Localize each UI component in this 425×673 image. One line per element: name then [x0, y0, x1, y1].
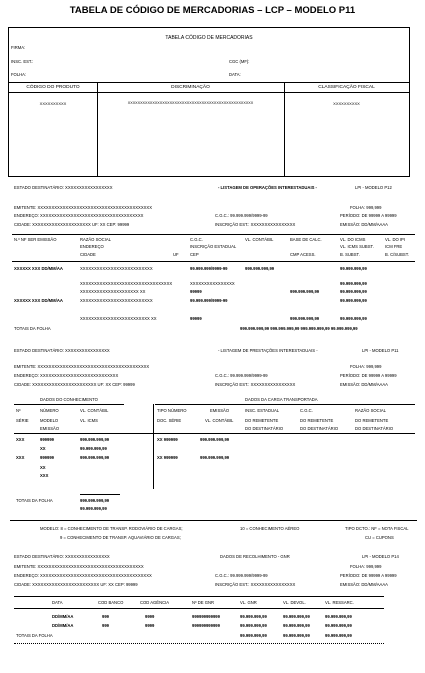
s3-folha: FOLHA: 999,999 — [350, 564, 382, 569]
s1-h3-uf: UF — [173, 252, 179, 257]
s2-total-v2: 99.999.999,99 — [80, 506, 107, 511]
cell-data: DD/MM/AA — [52, 623, 74, 628]
s2-folha: FOLHA: 999,999 — [350, 364, 382, 369]
s1-total-label: TOTAIS DA FOLHA — [14, 326, 51, 331]
s1-h-cgc: C.G.C. — [190, 237, 203, 242]
s2-h-emissao2: EMISSÃO — [40, 426, 60, 431]
cell-cgc: XXXXXXXXXXXXXXXX — [190, 281, 235, 286]
s2-h-n: Nº — [16, 408, 21, 413]
s3-lpi: LPI - MODELO P14 — [362, 554, 399, 559]
cell-agencia: 9999 — [145, 623, 155, 628]
s3-estado: ESTADO DESTINATÁRIO: XXXXXXXXXXXXXXXX — [14, 554, 110, 559]
s1-h3-bcsubst: B. C/SUBST. — [385, 252, 409, 257]
product-code-table-form — [8, 27, 410, 177]
s1-h2-fre: ICM FRE — [385, 244, 403, 249]
s3-total-v3: 99.999.999,99 — [325, 633, 352, 638]
cell-vl1: 99.999.999,99 — [340, 289, 367, 294]
s1-total-values: 999.999.999,99 999.999.999,99 999.999.999,99 99.999.999,99 — [240, 326, 358, 331]
s1-h3-cmp: CMP ACESS. — [290, 252, 316, 257]
cell-devol: 99.999.999,99 — [283, 614, 310, 619]
s2-h-rem1: DO REMETENTE — [245, 418, 279, 423]
cell-contabil: 999.999.999,99 — [200, 437, 230, 442]
s2-h-doc: DOC. SÉRIE — [157, 418, 182, 423]
s3-legend-2: 9 = CONHECIMENTO DE TRANSP. AQUAVIÁRIO DE CARGAS; — [60, 535, 181, 540]
s1-listagem: - LISTAGEM DE OPERAÇÕES INTERESTADUAIS - — [218, 185, 317, 190]
codigo-value: XXXXXXXXXX — [39, 101, 67, 106]
s3-legend-1c: TIPO DCTO.: NF = NOTA FISCAL — [345, 526, 409, 531]
cell-numero: XXX — [40, 473, 49, 478]
s3-periodo: PERÍODO: DE 99999 A 99999 — [340, 573, 397, 578]
s3-col-agencia: COD AGÊNCIA — [140, 600, 170, 605]
s2-h-razao: RAZÃO SOCIAL — [355, 408, 386, 413]
cell-cgc: 99.999.999/9999-99 — [190, 266, 228, 271]
cell-data: DD/MM/AA — [52, 614, 74, 619]
firma-label: FIRMA: — [11, 45, 26, 50]
cell-numero: 999999 — [40, 455, 54, 460]
s2-emitente: EMITENTE: XXXXXXXXXXXXXXXXXXXXXXXXXXXXXXXXXXXXXXXX — [14, 364, 150, 369]
s3-endereco: ENDEREÇO: XXXXXXXXXXXXXXXXXXXXXXXXXXXXXXXXXXXXXXXX — [14, 573, 152, 578]
s2-h-numero: NÚMERO — [40, 408, 59, 413]
s2-h-rem2: DO REMETENTE — [300, 418, 334, 423]
s2-h-dest2: DO DESTINATÁRIO — [300, 426, 339, 431]
cell-cgc: 99.999.999/9999-99 — [190, 298, 228, 303]
cell-contabil: 999.999.999,99 — [245, 266, 275, 271]
s3-emissao: EMISSÃO: DD/MM/AAAA — [340, 582, 388, 587]
s3-legend-2b: CU = CUPONS — [365, 535, 394, 540]
cell-agencia: 9999 — [145, 614, 155, 619]
cell-vlgnr: 99.999.999,99 — [240, 623, 267, 628]
cell-razao: XXXXXXXXXXXXXXXXXXXXXXXXXX — [80, 298, 153, 303]
s2-h-rem3: DO REMETENTE — [355, 418, 389, 423]
cell-vl1: 99.999.999,99 — [340, 298, 367, 303]
s2-h-dest3: DO DESTINATÁRIO — [355, 426, 394, 431]
cell-nf: XXXXXX XXX DD/MM/AA — [14, 266, 63, 271]
discriminacao-value: XXXXXXXXXXXXXXXXXXXXXXXXXXXXXXXXXXXXXXXXXXXXXXXXXXX — [127, 101, 254, 105]
s3-col-data: DATA — [52, 600, 63, 605]
cell-razao: XXXXXXXXXXXXXXXXXXXXX XX — [80, 289, 146, 294]
page-title: TABELA DE CÓDIGO DE MERCADORIAS – LCP – MODELO P11 — [69, 5, 356, 16]
s2-h-dest1: DO DESTINATÁRIO — [245, 426, 284, 431]
s3-col-vlgnr: VL. GNR — [240, 600, 257, 605]
s3-col-devol: VL. DEVOL. — [283, 600, 306, 605]
s1-h-razao: RAZÃO SOCIAL — [80, 237, 111, 242]
s2-group-carga: DADOS DA CARGA TRANSPORTADA — [245, 397, 318, 402]
s2-h-serie: SÉRIE — [16, 418, 29, 423]
s2-h-insc: INSC. ESTADUAL — [245, 408, 280, 413]
cell-numero: XX — [40, 465, 46, 470]
s1-inscricao: INSCRIÇÃO EST.: XXXXXXXXXXXXXXXX — [215, 222, 296, 227]
s1-h-nf: N.º NF SER EMISSÃO — [14, 237, 57, 242]
cell-razao: XXXXXXXXXXXXXXXXXXXXXXXXXX — [80, 266, 153, 271]
insc-est-label: INSC. EST.: — [11, 59, 34, 64]
s3-col-gnr: Nº DE GNR — [192, 600, 215, 605]
s2-h-icms: VL. ICMS — [80, 418, 98, 423]
s3-legend-1b: 10 = CONHECIMENTO AÉREO — [240, 526, 300, 531]
cell-contabil: 999.999.999,99 — [290, 289, 320, 294]
cell-razao: XXXXXXXXXXXXXXXXXXXXXXXXXXXXXXXXX — [80, 281, 173, 286]
s3-emitente: EMITENTE: XXXXXXXXXXXXXXXXXXXXXXXXXXXXXXXXXXXXXX — [14, 564, 144, 569]
s1-h2-insc: INSCRIÇÃO ESTADUAL — [190, 244, 237, 249]
classificacao-value: XXXXXXXXXX — [333, 101, 360, 106]
cell-nf: XXXXXX XXX DD/MM/AA — [14, 298, 63, 303]
s2-cidade: CIDADE: XXXXXXXXXXXXXXXXXXXXXXX UF: XX CEP: 99999 — [14, 382, 135, 387]
s2-inscricao: INSCRIÇÃO EST.: XXXXXXXXXXXXXXXX — [215, 382, 296, 387]
cell-vl1: 99.999.999,99 — [340, 266, 367, 271]
s3-cgc: C.G.C.: 99.999.999/9999-99 — [215, 573, 268, 578]
cell-doc: XX 999999 — [157, 455, 178, 460]
s2-cgc: C.G.C.: 99.999.999/9999-99 — [215, 373, 268, 378]
s2-h-vlcont: VL. CONTÁBIL — [80, 408, 109, 413]
s3-total-label: TOTAIS DA FOLHA — [16, 633, 53, 638]
s3-cidade: CIDADE: XXXXXXXXXXXXXXXXXXXXXXXX UF: XX CEP: 99999 — [14, 582, 138, 587]
s1-h3-bsubst: B. SUBST. — [340, 252, 360, 257]
cell-razao: XXXXXXXXXXXXXXXXXXXXXXXXX XX — [80, 316, 157, 321]
col-discriminacao: DISCRIMINAÇÃO — [171, 85, 210, 90]
cell-contabil: 999.999.999,99 — [290, 316, 320, 321]
s1-cidade: CIDADE: XXXXXXXXXXXXXXXXXXXXX UF: XX CEP: 99999 — [14, 222, 130, 227]
cell-ressarc: 99.999.999,99 — [325, 623, 352, 628]
s1-h3-cep: CEP — [190, 252, 199, 257]
cell-serie: XXX — [16, 455, 25, 460]
s1-cgc: C.G.C.: 99.999.999/9999-99 — [215, 213, 268, 218]
s2-h-cgc: C.G.C. — [300, 408, 313, 413]
s2-total-v1: 999.999.999,99 — [80, 498, 110, 503]
s3-legend-1: MODELO: 8 = CONHECIMENTO DE TRANSP. RODOVIÁRIO DE CARGAS; — [40, 526, 183, 531]
cell-gnr: 999999999999 — [192, 614, 220, 619]
s1-periodo: PERÍODO: DE 99999 A 99999 — [340, 213, 397, 218]
cell-cgc: 99999 — [190, 289, 202, 294]
col-classificacao-fiscal: CLASSIFICAÇÃO FISCAL — [318, 85, 375, 90]
s2-h-tipo: TIPO NÚMERO — [157, 408, 187, 413]
cell-cgc: 99999 — [190, 316, 202, 321]
s3-col-ressarc: VL. RESSARC. — [325, 600, 354, 605]
s1-h-base: BASE DE CALC. — [290, 237, 322, 242]
s1-emitente: EMITENTE: XXXXXXXXXXXXXXXXXXXXXXXXXXXXXXXXXXXXXXXXX — [14, 205, 153, 210]
s2-h-emissao: EMISSÃO — [210, 408, 230, 413]
cell-contabil: 999.999.999,99 — [200, 455, 230, 460]
s1-h2-endereco: ENDEREÇO — [80, 244, 104, 249]
s3-col-banco: COD BANCO — [98, 600, 124, 605]
form-subtitle: TABELA CÓDIGO DE MERCADORIAS — [165, 35, 253, 41]
s1-h-ipi: VL. DO IPI — [385, 237, 406, 242]
cell-vl1: 99.999.999,99 — [340, 316, 367, 321]
cell-doc: XX 999999 — [157, 437, 178, 442]
s1-emissao: EMISSÃO: DD/MM/AAAA — [340, 222, 388, 227]
s2-h-vlcont2: VL. CONTÁBIL — [205, 418, 234, 423]
s2-endereco: ENDEREÇO: XXXXXXXXXXXXXXXXXXXXXXXXXXXX — [14, 373, 119, 378]
s1-estado: ESTADO DESTINATÁRIO: XXXXXXXXXXXXXXXXX — [14, 185, 113, 190]
s3-dados: DADOS DE RECOLHIMENTO - GNR — [220, 554, 290, 559]
s1-h3-cidade: CIDADE — [80, 252, 96, 257]
cell-banco: 999 — [102, 614, 109, 619]
cell-gnr: 999999999999 — [192, 623, 220, 628]
s3-total-v1: 99.999.999,99 — [240, 633, 267, 638]
s2-total-label: TOTAIS DA FOLHA — [16, 498, 53, 503]
s2-periodo: PERÍODO: DE 99999 A 99999 — [340, 373, 397, 378]
folha-label: FOLHA: — [11, 72, 27, 77]
s2-estado: ESTADO DESTINATÁRIO: XXXXXXXXXXXXXXXX — [14, 348, 110, 353]
col-codigo-produto: CÓDIGO DO PRODUTO — [26, 85, 80, 90]
s2-group-conhecimento: DADOS DO CONHECIMENTO — [40, 397, 98, 402]
cell-vlgnr: 99.999.999,99 — [240, 614, 267, 619]
cell-valor: 999.999.999,99 — [80, 437, 110, 442]
s2-h-modelo: MODELO — [40, 418, 59, 423]
s1-folha: FOLHA: 999,999 — [350, 205, 382, 210]
s1-h-contabil: VL. CONTÁBIL — [245, 237, 274, 242]
cell-vl1: 99.999.999,99 — [340, 281, 367, 286]
s2-lpi: LPI - MODELO P11 — [362, 348, 399, 353]
s3-total-v2: 99.999.999,99 — [283, 633, 310, 638]
cell-devol: 99.999.999,99 — [283, 623, 310, 628]
s3-inscricao: INSCRIÇÃO EST.: XXXXXXXXXXXXXXXX — [215, 582, 296, 587]
s1-h-icms: VL. DO ICMS — [340, 237, 366, 242]
cell-valor: 999.999.999,99 — [80, 455, 110, 460]
cell-valor: 99.999.999,99 — [80, 446, 107, 451]
data-label: DATA: — [229, 72, 241, 77]
cgc-label: CGC (MF): — [229, 59, 250, 64]
s1-lpi: LPI - MODELO P12 — [355, 185, 392, 190]
cell-numero: XX — [40, 446, 46, 451]
cell-numero: 999999 — [40, 437, 54, 442]
cell-ressarc: 99.999.999,99 — [325, 614, 352, 619]
s2-listagem: - LISTAGEM DE PRESTAÇÕES INTERESTADUAIS - — [218, 348, 318, 353]
s1-endereco: ENDEREÇO: XXXXXXXXXXXXXXXXXXXXXXXXXXXXXXXXXXXXX — [14, 213, 144, 218]
s2-emissao: EMISSÃO: DD/MM/AAAA — [340, 382, 388, 387]
s1-h2-subst: VL. ICMS SUBST. — [340, 244, 374, 249]
cell-serie: XXX — [16, 437, 25, 442]
cell-banco: 999 — [102, 623, 109, 628]
